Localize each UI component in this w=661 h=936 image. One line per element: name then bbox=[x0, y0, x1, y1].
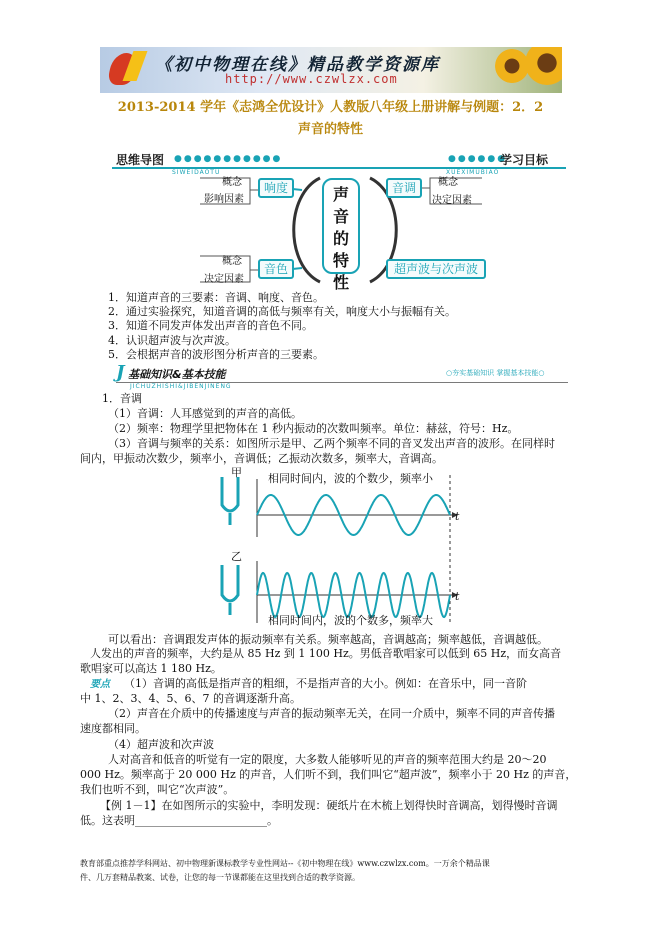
dotted-divider: ●●●●●●●●●●● bbox=[174, 154, 283, 164]
body-text: （1）音调的高低是指声音的粗细，不是指声音的大小。例如：在音乐中，同一音阶 bbox=[124, 677, 527, 690]
goal-item: 3．知道不同发声体发出声音的音色不同。 bbox=[108, 319, 313, 332]
fork-label-jia: 甲 bbox=[231, 466, 242, 479]
body-text: （2）声音在介质中的传播速度与声音的振动频率无关，在同一介质中，频率不同的声音传播 bbox=[108, 707, 555, 720]
banner-url[interactable]: http://www.czwlzx.com bbox=[225, 72, 398, 86]
wave-caption-top: 相同时间内，波的个数少，频率小 bbox=[268, 472, 433, 485]
node-pitch: 音调 bbox=[386, 178, 422, 198]
dotted-divider: ●●●●●● bbox=[448, 154, 508, 164]
footer-text: 件、几万套精品教案、试卷，让您的每一节课都能在这里找到合适的教学资源。 bbox=[80, 873, 360, 882]
body-text: （1）音调：人耳感觉到的声音的高低。 bbox=[108, 407, 302, 420]
doc-subtitle: 声音的特性 bbox=[297, 122, 363, 137]
footer-text: 教育部重点推荐学科网站、初中物理新课标教学专业性网站--《初中物理在线》www.czwlzx.com。一万余个精品课 bbox=[80, 859, 490, 868]
goals-tag: 学习目标 bbox=[500, 153, 549, 167]
label-concept: 概念 bbox=[222, 177, 242, 188]
node-loudness: 响度 bbox=[258, 178, 294, 198]
header-banner bbox=[100, 47, 562, 93]
section-title: 基础知识&基本技能 bbox=[128, 368, 226, 381]
key-point-tag: 要点 bbox=[90, 679, 110, 690]
body-text: 中 1、2、3、4、5、6、7 的音调逐渐升高。 bbox=[80, 692, 301, 705]
banner-title: 《初中物理在线》精品教学资源库 bbox=[155, 55, 440, 75]
example-text: 【例 1－1】在如图所示的实验中，李明发现：硬纸片在木梳上划得快时音调高，划得慢时音调 bbox=[100, 799, 558, 812]
body-text: （4）超声波和次声波 bbox=[108, 738, 214, 751]
label-factor: 决定因素 bbox=[204, 274, 244, 285]
waveform-figure bbox=[212, 465, 470, 631]
body-text: 歌唱家可以高达 1 180 Hz。 bbox=[80, 662, 222, 675]
goal-item: 2．通过实验探究，知道音调的高低与频率有关，响度大小与振幅有关。 bbox=[108, 305, 456, 318]
body-text: 速度都相同。 bbox=[80, 722, 146, 735]
body-text: 可以看出：音调跟发声体的振动频率有关系。频率越高，音调越高；频率越低，音调越低。 bbox=[108, 633, 548, 646]
body-text: 我们也听不到，叫它“次声波”。 bbox=[80, 783, 235, 796]
sunflower-icon bbox=[495, 49, 529, 83]
label-factor: 决定因素 bbox=[432, 195, 472, 206]
body-text: 人对高音和低音的听觉有一定的限度，大多数人能够听见的声音的频率范围大约是 20～20 bbox=[108, 753, 547, 766]
section-sub: JICHUZHISHI&JIBENJINENG bbox=[130, 383, 232, 390]
mindmap-bar bbox=[112, 153, 566, 169]
doc-title: 2013-2014 学年《志鸿全优设计》人教版八年级上册讲解与例题：2．2 bbox=[117, 100, 544, 115]
label-concept: 概念 bbox=[222, 256, 242, 267]
mindmap-center: 声 音 的 特 性 bbox=[322, 178, 360, 274]
sunflower-icon bbox=[525, 47, 562, 85]
wave-caption-bottom: 相同时间内，波的个数多，频率大 bbox=[268, 614, 433, 627]
mindmap-sub: SIWEIDAOTU bbox=[172, 169, 221, 176]
goal-item: 1．知道声音的三要素：音调、响度、音色。 bbox=[108, 291, 324, 304]
section-mark-icon: J bbox=[116, 362, 125, 383]
section-bar bbox=[116, 362, 568, 383]
goal-item: 4．认识超声波与次声波。 bbox=[108, 334, 236, 347]
axis-t-label: t bbox=[455, 590, 460, 603]
goal-item: 5．会根据声音的波形图分析声音的三要素。 bbox=[108, 348, 324, 361]
tuning-fork-icon bbox=[222, 565, 238, 615]
body-text: 人发出的声音的频率，大约是从 85 Hz 到 1 100 Hz。男低音歌唱家可以低到 65 Hz，而女高音 bbox=[90, 647, 562, 660]
body-text: 间内，甲振动次数少，频率小，音调低；乙振动次数多，频率大，音调高。 bbox=[80, 452, 443, 465]
body-text: 000 Hz。频率高于 20 000 Hz 的声音，人们听不到，我们叫它“超声波”，频率小于 20 Hz 的声音， bbox=[80, 768, 577, 781]
body-text: （2）频率：物理学里把物体在 1 秒内振动的次数叫频率。单位：赫兹，符号：Hz。 bbox=[108, 422, 519, 435]
fork-label-yi: 乙 bbox=[231, 550, 242, 563]
node-timbre: 音色 bbox=[258, 259, 294, 279]
example-text: 低。这表明________________________。 bbox=[80, 814, 278, 827]
body-text: 1．音调 bbox=[102, 392, 142, 405]
axis-t-label: t bbox=[455, 510, 460, 523]
mindmap-tag: 思维导图 bbox=[116, 153, 165, 167]
tuning-fork-icon bbox=[222, 477, 238, 525]
node-ultrasound: 超声波与次声波 bbox=[386, 259, 486, 279]
section-right: ○夯实基础知识 掌握基本技能○ bbox=[446, 369, 545, 377]
goals-sub: XUEXIMUBIAO bbox=[446, 169, 500, 176]
label-factor: 影响因素 bbox=[204, 194, 244, 205]
body-text: （3）音调与频率的关系：如图所示是甲、乙两个频率不同的音叉发出声音的波形。在同样时 bbox=[108, 437, 555, 450]
label-concept: 概念 bbox=[438, 177, 458, 188]
